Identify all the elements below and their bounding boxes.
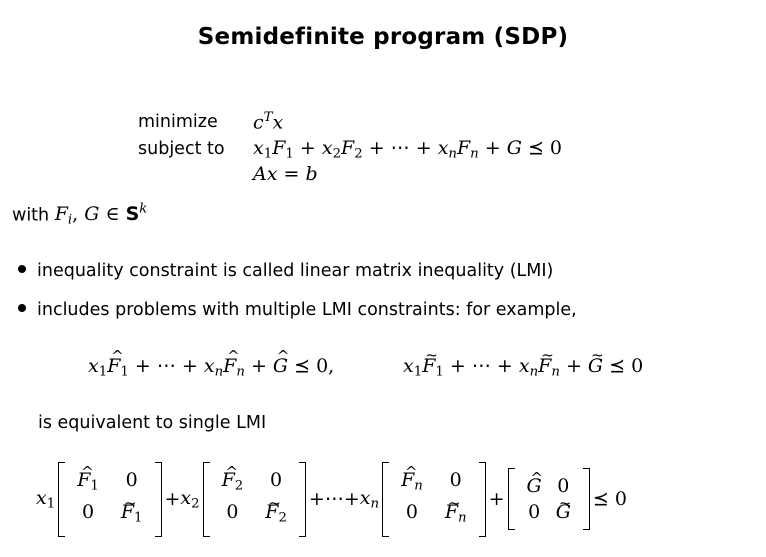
objective: $c^Tx$ — [253, 110, 284, 134]
equality-constraint: Ax = b — [253, 163, 318, 185]
bullet-item: inequality constraint is called linear matrix inequality (LMI) — [18, 261, 553, 281]
with-statement: with $F_i$, G ∈ $S^k$ — [12, 202, 148, 228]
example-lmi-tilde: $x_1\sim$ $F_1$ + ⋯ + $x_n\sim$ $F_n$ + ~ G ⪯ 0 — [403, 355, 643, 379]
bullet-item: includes problems with multiple LMI constraints: for example, — [18, 300, 577, 320]
coef-x1: $x_1$ — [36, 487, 56, 512]
relation: ⪯ 0 — [592, 488, 627, 511]
bullet-icon — [18, 265, 26, 273]
minimize-label: minimize — [138, 112, 218, 132]
block-lmi: $x_1$ ^ $F_1$ 0 0 ~ $F_1$ + $x_2$ ^ $F_2$ 0 0 ~ $F_2$ +⋯+ $x_n$ ^ $F_n$ 0 0 ~ $F_n$ + ^ G 0 0 ~ G ⪯ 0 — [36, 462, 627, 537]
bullet-icon — [18, 304, 26, 312]
block-matrix-2: ^ $F_2$ 0 0 ~ $F_2$ — [203, 462, 306, 537]
slide-title: Semidefinite program (SDP) — [197, 24, 569, 50]
subject-to-label: subject to — [138, 139, 225, 159]
block-matrix-1: ^ $F_1$ 0 0 ~ $F_1$ — [58, 462, 161, 537]
lmi-constraint: $x_1F_1 + x_2F_2$ + ⋯ + $x_nF_n + G$ ⪯ 0 — [253, 137, 563, 162]
block-matrix-n: ^ $F_n$ 0 0 ~ $F_n$ — [382, 462, 486, 537]
block-matrix-g: ^ G 0 0 ~ G — [508, 468, 590, 530]
equivalent-text: is equivalent to single LMI — [38, 413, 267, 433]
example-lmi-hat: $x_1\^{}$ $F_1$ + ⋯ + $x_n\^{}$ $F_n$ + ^ G ⪯ 0, — [88, 355, 334, 379]
